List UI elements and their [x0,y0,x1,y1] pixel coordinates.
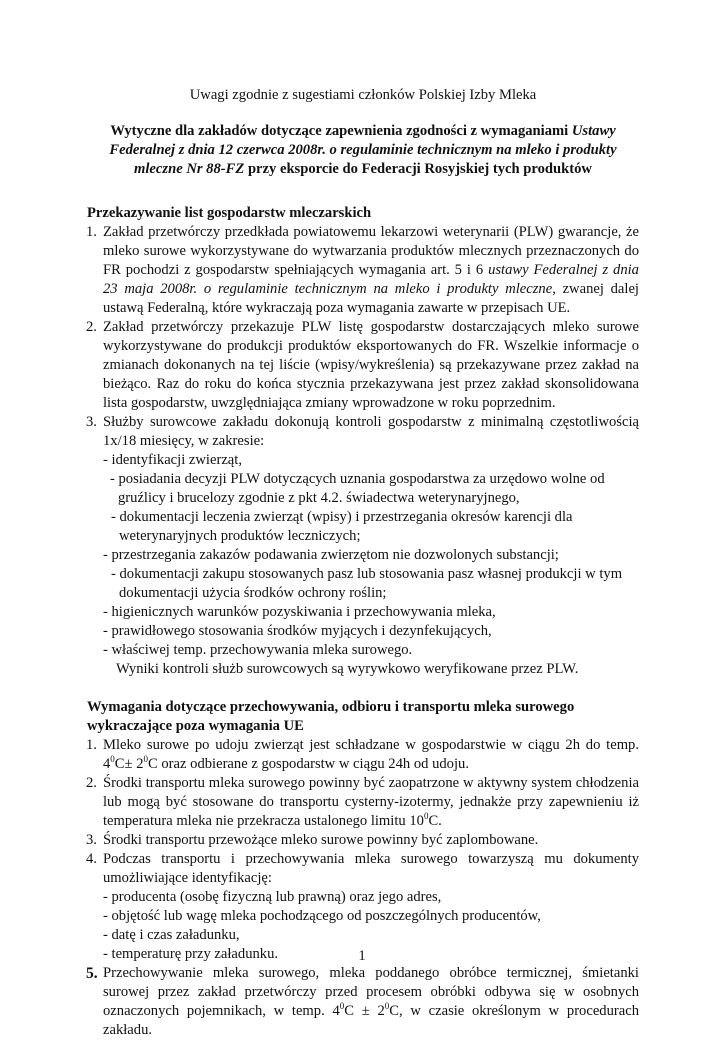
item-text: Przechowywanie mleka surowego, mleka poddanego obróbce termicznej, śmietanki surowej przez zakład przetwórczy przed procesem obróbki odbywa się w osobnych oznaczonych pojemnikach, w temp. 4 [103,965,639,1019]
title-italic: Ustawy Federalnej z dnia 12 czerwca 2008r. o regulaminie technicznym na mleko i produkty mleczne Nr 88-FZ [109,123,617,177]
sub-item: - prawidłowego stosowania środków myjących i dezynfekujących, [103,623,492,639]
sub-item: - przestrzegania zakazów podawania zwierzętom nie dozwolonych substancji; [103,547,559,563]
item-text: Mleko surowe po udoju zwierząt jest schładzane w gospodarstwie w ciągu 2h do temp. 4 [103,737,639,772]
page-number: 1 [358,948,366,964]
item-text: Zakład przetwórczy przedkłada powiatowemu lekarzowi weterynarii (PLW) gwarancje, że mleko surowe wykorzystywane do wytwarzania produktów mlecznych przeznaczonych do FR pochodzi z gospodarstw spełniających wymagania art. 5 i 6 [103,224,639,278]
list-item [87,774,639,831]
item-number: 3. [86,832,97,848]
document-title [87,122,639,179]
degree-sup: 0 [384,1001,390,1012]
item-text: Środki transportu przewożące mleko surowe powinny być zaplombowane. [103,832,539,848]
item-number: 1. [86,737,97,753]
item-text: , zwanej dalej ustawą Federalną, które wykraczają poza wymagania zawarte w przepisach UE. [103,281,639,316]
title-rest: przy eksporcie do Federacji Rosyjskiej tych produktów [244,161,592,177]
item-number: 1. [86,224,97,240]
item-number: 3. [86,414,97,430]
degree-sup: 0 [143,754,148,765]
section1-list [87,223,639,451]
list-item [87,318,639,413]
sub-item: - właściwej temp. przechowywania mleka surowego. [103,642,413,658]
sub-item: - producenta (osobę fizyczną lub prawną) oraz jego adres, [103,889,442,905]
sub-item: - objętość lub wagę mleka pochodzącego od poszczególnych producentów, [103,908,541,924]
document-page [87,86,639,1040]
title-line1: Wytyczne dla zakładów dotyczące zapewnienia zgodności z wymaganiami [110,123,569,139]
item-text: C, w czasie określonym w procedurach zakładu. [103,1003,640,1038]
item-number: 2. [86,775,97,791]
control-scope-list [87,451,639,660]
item-text: Służby surowcowe zakładu dokonują kontroli gospodarstw z minimalną częstotliwością 1x/18 miesięcy, w zakresie: [103,414,639,449]
header-note: Uwagi zgodnie z sugestiami członków Polskiej Izby Mleka [189,87,537,103]
degree-sup: 0 [110,754,115,765]
sub-item: - dokumentacji zakupu stosowanych pasz lub stosowania pasz własnej produkcji w tym dokumentacji użycia środków ochrony roślin; [111,566,623,601]
section1-heading: Przekazywanie list gospodarstw mleczarskich [87,205,372,221]
sub-item: - higienicznych warunków pozyskiwania i przechowywania mleka, [103,604,496,620]
list-item [87,964,639,1040]
section2-heading: Wymagania dotyczące przechowywania, odbioru i transportu mleka surowego wykraczające poza wymagania UE [87,699,575,734]
list-item [87,413,639,451]
item-number: 4. [86,851,97,867]
list-item [87,831,639,850]
list-item [87,850,639,888]
list-item [87,223,639,318]
item-text: Podczas transportu i przechowywania mleka surowego towarzyszą mu dokumenty umożliwiające identyfikację: [103,851,639,886]
item-text: C ± 2 [344,1003,385,1019]
item-text: C. [428,813,442,829]
section2-list [87,736,639,888]
sub-item: - temperaturę przy załadunku. [103,946,279,962]
section2-list-cont [87,964,639,1040]
item-text-italic: ustawy Federalnej z dnia 23 maja 2008r. o regulaminie technicznym na mleko i produkty mleczne [103,262,639,297]
verification-note: Wyniki kontroli służb surowcowych są wyrywkowo weryfikowane przez PLW. [116,661,579,677]
list-item [87,736,639,774]
sub-item: - dokumentacji leczenia zwierząt (wpisy) i przestrzegania okresów karencji dla weterynaryjnych produktów leczniczych; [111,509,573,544]
degree-sup: 0 [423,811,429,822]
degree-sup: 0 [339,1001,345,1012]
item-number: 2. [86,319,97,335]
sub-item: - datę i czas załadunku, [103,927,240,943]
sub-item: - posiadania decyzji PLW dotyczących uznania gospodarstwa za urzędowo wolne od gruźlicy i brucelozy zgodnie z pkt 4.2. świadectwa weterynaryjnego, [110,471,605,506]
item-text: C oraz odbierane z gospodarstw w ciągu 24h od udoju. [148,756,469,772]
item-number: 5. [86,965,98,982]
sub-item: - identyfikacji zwierząt, [103,452,242,468]
item-text: C± 2 [114,756,144,772]
item-text: Środki transportu mleka surowego powinny być zaopatrzone w aktywny system chłodzenia lub mogą być stosowane do transportu cysterny-izotermy, jednakże przy zapewnieniu iż temperatura mleka nie przekracza ustalonego limitu 10 [103,775,639,829]
item-text: Zakład przetwórczy przekazuje PLW listę gospodarstw dostarczających mleko surowe wykorzystywane do produkcji produktów eksportowanych do FR. Wszelkie informacje o zmianach dokonanych na tej liście (wpisy/wykreślenia) są przekazywane przez zakład na bieżąco. Raz do roku do końca stycznia przekazywana jest przez zakład skonsolidowana lista gospodarstw, uwzględniająca zmiany wprowadzone w roku poprzednim. [103,319,639,411]
